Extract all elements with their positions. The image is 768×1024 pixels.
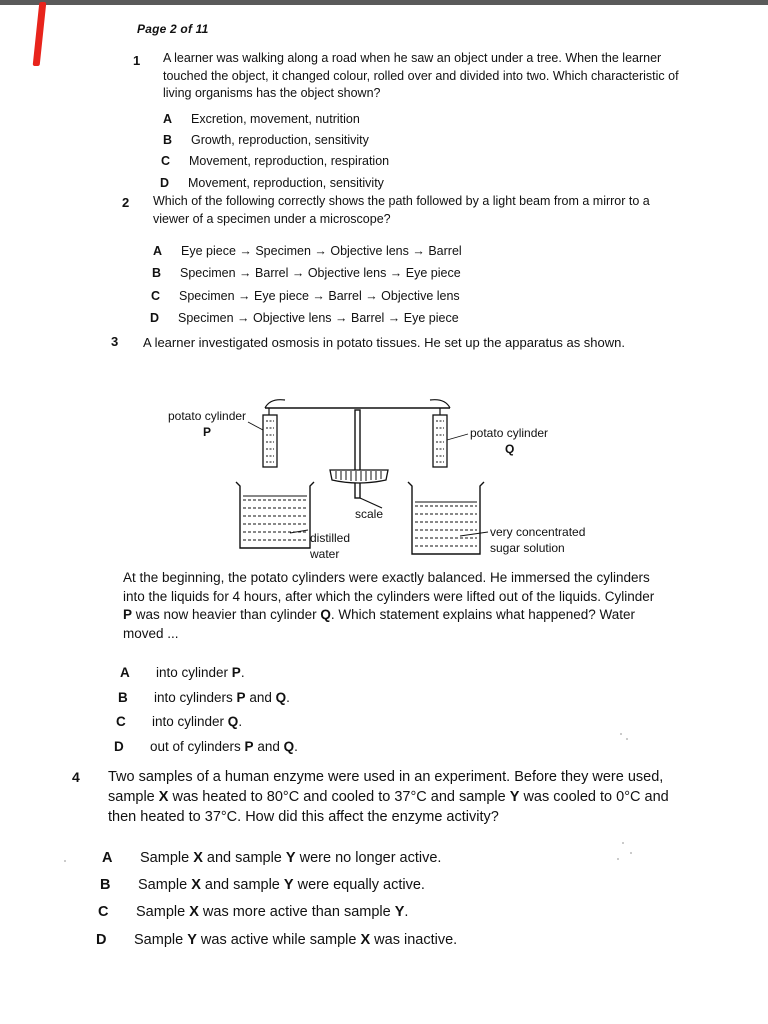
q3-option-a[interactable]: A into cylinder P. [120, 665, 245, 680]
q1-option-b[interactable]: B Growth, reproduction, sensitivity [163, 133, 369, 147]
q4-option-b[interactable]: B Sample X and sample Y were equally active. [100, 877, 425, 893]
scan-speck [64, 860, 66, 862]
q2-option-c[interactable]: C Specimen → Eye piece → Barrel → Objective lens [151, 289, 460, 303]
red-pen-mark [33, 2, 47, 66]
q3-option-c[interactable]: C into cylinder Q. [116, 714, 243, 729]
label-scale: scale [355, 507, 384, 521]
scan-speck [630, 852, 632, 854]
scan-speck [622, 842, 624, 844]
scan-speck [620, 733, 622, 735]
q2-option-d[interactable]: D Specimen → Objective lens → Barrel → Eye piece [150, 311, 459, 325]
beaker-distilled-water [236, 482, 314, 548]
label-potato-cylinder-q: potato cylinder [470, 426, 549, 440]
q4-option-c[interactable]: C Sample X was more active than sample Y. [98, 904, 409, 920]
scan-speck [617, 858, 619, 860]
q1-option-d[interactable]: D Movement, reproduction, sensitivity [160, 176, 384, 190]
question-4-text: Two samples of a human enzyme were used in an experiment. Before they were used, sample X was heated to 80°C and cooled to 37°C and sample Y was cooled to 0°C and then heated to 37°C. How did this affect the enzyme activity? [108, 769, 669, 825]
q3-option-b[interactable]: B into cylinders P and Q. [118, 690, 290, 705]
label-sugar-solution: sugar solution [490, 541, 565, 555]
label-very-concentrated: very concentrated [490, 525, 586, 539]
potato-cylinder-q [433, 415, 447, 467]
question-2-text: Which of the following correctly shows the path followed by a light beam from a mirror to a viewer of a specimen under a microscope? [153, 194, 650, 226]
question-3-intro: A learner investigated osmosis in potato tissues. He set up the apparatus as shown. [143, 335, 625, 350]
q2-option-b[interactable]: B Specimen → Barrel → Objective lens → Eye piece [152, 266, 461, 280]
scan-speck [626, 738, 628, 740]
q1-option-a[interactable]: A Excretion, movement, nutrition [163, 112, 360, 126]
q4-option-d[interactable]: D Sample Y was active while sample X was inactive. [96, 932, 458, 948]
label-q: Q [505, 442, 515, 456]
q3-option-d[interactable]: D out of cylinders P and Q. [114, 739, 298, 754]
question-3-body: At the beginning, the potato cylinders were exactly balanced. He immersed the cylinders into the liquids for 4 hours, after which the cylinders were lifted out of the liquids. Cylinder P was now heavier than cylinder Q. Which statement explains what happened? Water moved ... [123, 570, 655, 641]
question-3-number: 3 [111, 334, 119, 349]
potato-cylinder-p [263, 415, 277, 467]
q4-option-a[interactable]: A Sample X and sample Y were no longer active. [102, 850, 442, 866]
label-potato-cylinder-p: potato cylinder [168, 409, 247, 423]
label-p: P [203, 425, 212, 439]
question-4-number: 4 [72, 769, 80, 785]
osmosis-balance-diagram [150, 390, 610, 570]
page-label: Page 2 of 11 [137, 22, 209, 36]
question-1-text: A learner was walking along a road when he saw an object under a tree. When the learner touched the object, it changed colour, rolled over and divided into two. Which characteristic of living organisms has the object shown? [163, 51, 679, 100]
balance-scale [330, 470, 388, 483]
label-distilled: distilled [310, 531, 351, 545]
question-2-number: 2 [122, 195, 130, 210]
q2-option-a[interactable]: A Eye piece → Specimen → Objective lens → Barrel [153, 244, 462, 258]
question-1-number: 1 [133, 53, 141, 68]
balance-pillar [355, 410, 360, 498]
top-border [0, 0, 768, 5]
label-water: water [310, 547, 340, 561]
beaker-sugar-solution [408, 482, 484, 554]
q1-option-c[interactable]: C Movement, reproduction, respiration [161, 154, 390, 168]
